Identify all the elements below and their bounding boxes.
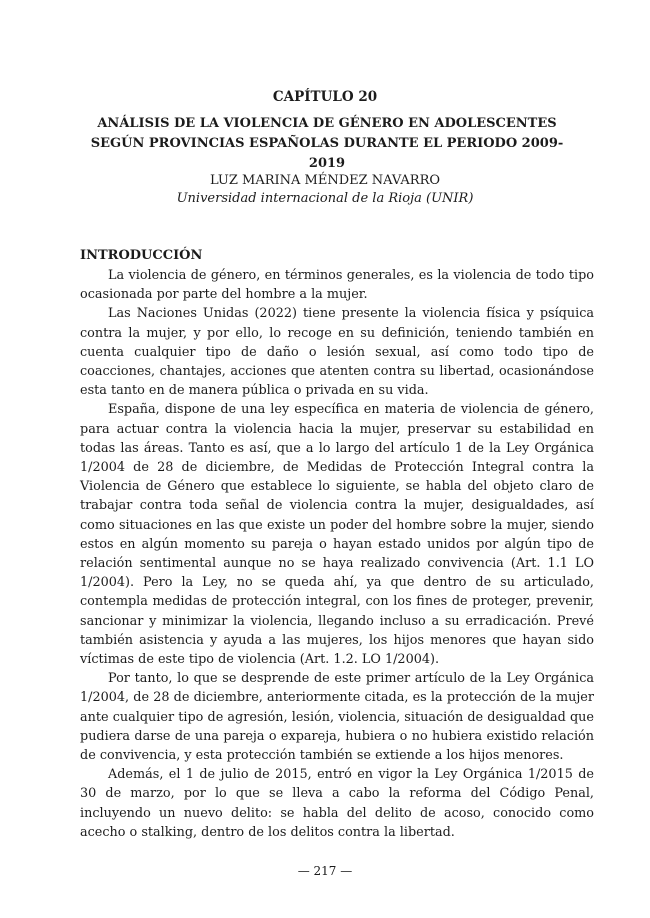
author-name: LUZ MARINA MÉNDEZ NAVARRO <box>209 173 441 188</box>
paragraph: Además, el 1 de julio de 2015, entró en vigor la Ley Orgánica 1/2015 de 30 de marzo, por lo que se lleva a cabo la reforma del Código Penal, incluyendo un nuevo delito: se habla del delito de acoso, conocido como acecho o stalking, dentro de los delitos contra la libertad. <box>80 767 594 840</box>
section-heading: INTRODUCCIÓN <box>80 248 203 263</box>
paragraph: Por tanto, lo que se desprende de este primer artículo de la Ley Orgánica 1/2004, de 28 de diciembre, anteriormente citada, es la protección de la mujer ante cualquier tipo de agresión, lesión, violencia, situación de desigualdad que pudiera darse de una pareja o expareja, hubiera o no hubiera existido relación de convivencia, y esta protección también se extiende a los hijos menores. <box>80 671 594 764</box>
body-text <box>80 266 594 842</box>
paragraph: Las Naciones Unidas (2022) tiene presente la violencia física y psíquica contra la mujer, y por ello, lo recoge en su definición, teniendo también en cuenta cualquier tipo de daño o lesión sexual, así como todo tipo de coacciones, chantajes, acciones que atenten contra su libertad, ocasionándose esta tanto en de manera pública o privada en su vida. <box>80 306 594 399</box>
chapter-title: ANÁLISIS DE LA VIOLENCIA DE GÉNERO EN ADOLESCENTES SEGÚN PROVINCIAS ESPAÑOLAS DURANTE EL PERIODO 2009-2019 <box>90 116 564 171</box>
author-affiliation: Universidad internacional de la Rioja (UNIR) <box>176 191 474 206</box>
paragraph: La violencia de género, en términos generales, es la violencia de todo tipo ocasionada por parte del hombre a la mujer. <box>80 268 594 303</box>
page-number: — 217 — <box>297 864 353 878</box>
paragraph: España, dispone de una ley específica en materia de violencia de género, para actuar contra la violencia hacia la mujer, preservar su estabilidad en todas las áreas. Tanto es así, que a lo largo del artículo 1 de la Ley Orgánica 1/2004 de 28 de diciembre, de Medidas de Protección Integral contra la Violencia de Género que establece lo siguiente, se habla del objeto claro de trabajar contra toda señal de violencia contra la mujer, desigualdades, así como situaciones en las que existe un poder del hombre sobre la mujer, siendo estos en algún momento su pareja o hayan estado unidos por algún tipo de relación sentimental aunque no se haya realizado convivencia (Art. 1.1 LO 1/2004). Pero la Ley, no se queda ahí, ya que dentro de su articulado, contempla medidas de protección integral, con los fines de proteger, prevenir, sancionar y minimizar la violencia, llegando incluso a su erradicación. Prevé también asistencia y ayuda a las mujeres, los hijos menores que hayan sido víctimas de este tipo de violencia (Art. 1.2. LO 1/2004). <box>80 402 594 668</box>
chapter-label: CAPÍTULO 20 <box>272 89 378 105</box>
